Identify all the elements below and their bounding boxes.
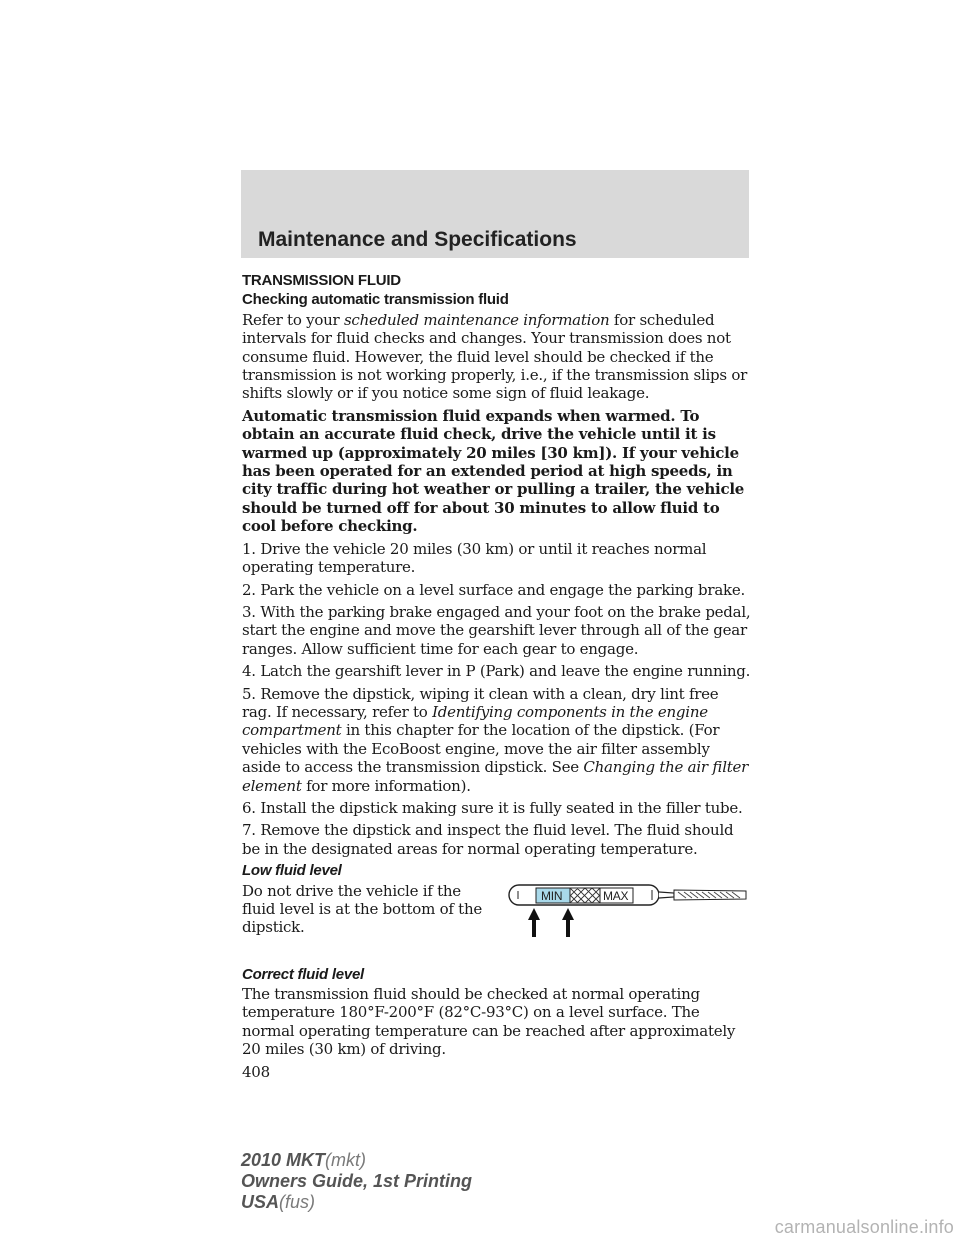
low-fluid-heading: Low fluid level	[242, 862, 342, 880]
step-5-reference-air-filter: Changing the air filter element	[242, 758, 749, 795]
page-number: 408	[242, 1062, 270, 1081]
footer-region-code: (fus)	[279, 1192, 316, 1212]
correct-fluid-heading: Correct fluid level	[242, 965, 364, 983]
step-5-text-a: 5. Remove the dipstick, wiping it clean with a clean, dry lint free rag. If necessary, refer to	[242, 684, 719, 721]
section-subtitle: Checking automatic transmission fluid	[242, 291, 509, 309]
dipstick-cable	[674, 890, 746, 900]
footer-guide: Owners Guide, 1st Printing	[241, 1171, 473, 1191]
section-title: TRANSMISSION FLUID	[242, 272, 401, 289]
step-5-reference-engine: Identifying components in the engine compartment	[242, 702, 708, 740]
footer-line-region	[241, 1192, 472, 1213]
min-arrow	[528, 908, 540, 937]
dipstick-diagram	[506, 882, 752, 938]
low-fluid-text: Do not drive the vehicle if the fluid level is at the bottom of the dipstick.	[242, 881, 482, 937]
step-2: 2. Park the vehicle on a level surface and engage the parking brake.	[242, 580, 746, 599]
warning-paragraph: Automatic transmission fluid expands when warmed. To obtain an accurate fluid check, drive the vehicle until it is warmed up (approximately 20 miles [30 km]). If your vehicle has been operated for an extended period at high speeds, in city traffic during hot weather or pulling a trailer, the vehicle should be turned off for about 30 minutes to allow fluid to cool before checking.	[242, 406, 745, 536]
dipstick-min-label: MIN	[541, 888, 563, 903]
footer-region: USA	[241, 1192, 280, 1212]
intro-text-after: for scheduled intervals for fluid checks and changes. Your transmission does not consume fluid. However, the fluid level should be checked if the transmission is not working properly, i.e., if the transmission slips or shifts slowly or if you notice some sign of fluid leakage.	[242, 310, 748, 403]
correct-fluid-text: The transmission fluid should be checked at normal operating temperature 180°F-200°F (82°C-93°C) on a level surface. The normal operating temperature can be reached after approximately 20 miles (30 km) of driving.	[242, 985, 736, 1059]
intro-paragraph	[242, 311, 752, 403]
low-fluid-section	[242, 882, 752, 954]
footer-line-model	[241, 1150, 472, 1171]
dipstick-crosshatch	[570, 888, 600, 903]
page-header-title: Maintenance and Specifications	[258, 228, 577, 251]
step-5-text-b: in this chapter for the location of the dipstick. (For vehicles with the EcoBoost engine, move the air filter assembly aside to access the transmission dipstick. See	[242, 721, 720, 777]
dipstick-max-label: MAX	[603, 888, 629, 903]
watermark: carmanualsonline.info	[774, 1217, 954, 1237]
footer-model-code: (mkt)	[325, 1150, 367, 1170]
intro-text-before: Refer to your	[242, 310, 344, 329]
step-1: 1. Drive the vehicle 20 miles (30 km) or until it reaches normal operating temperature.	[242, 539, 707, 577]
intro-reference: scheduled maintenance information	[343, 310, 610, 329]
step-3: 3. With the parking brake engaged and your foot on the brake pedal, start the engine and move the gearshift lever through all of the gear ranges. Allow sufficient time for each gear to engage.	[242, 602, 751, 658]
page-content	[242, 272, 752, 1081]
dipstick-neck	[659, 892, 674, 898]
step-5	[242, 685, 752, 795]
document-footer	[241, 1150, 472, 1213]
footer-model: 2010 MKT	[241, 1150, 326, 1170]
step-4: 4. Latch the gearshift lever in P (Park) and leave the engine running.	[242, 662, 751, 681]
step-5-text-c: for more information).	[301, 776, 471, 795]
max-arrow	[562, 908, 574, 937]
step-6: 6. Install the dipstick making sure it is fully seated in the filler tube.	[242, 798, 743, 817]
step-7: 7. Remove the dipstick and inspect the fluid level. The fluid should be in the designated areas for normal operating temperature.	[242, 821, 734, 858]
